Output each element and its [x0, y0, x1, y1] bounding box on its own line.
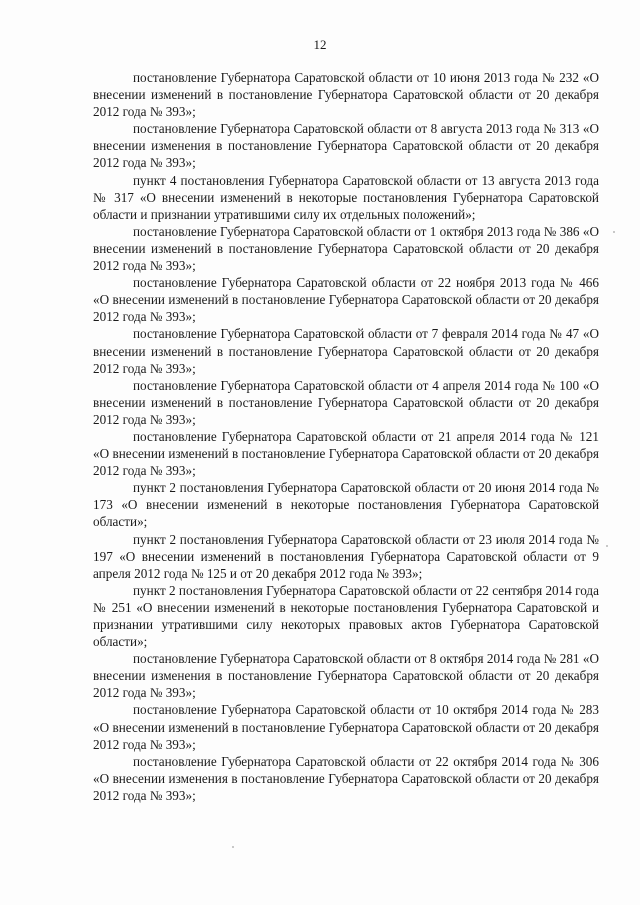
paragraph: постановление Губернатора Саратовской области от 22 октября 2014 года № 306 «О внесении изменения в постановление Губернатора Саратовской области от 20 декабря 2012 года № 393»;: [93, 753, 599, 803]
paragraph: пункт 2 постановления Губернатора Саратовской области от 23 июля 2014 года № 197 «О внесении изменений в постановления Губернатора Саратовской области от 9 апреля 2012 года № 125 и от 20 декабря 2012 года № 393»;: [93, 531, 599, 581]
paragraph: постановление Губернатора Саратовской области от 4 апреля 2014 года № 100 «О внесении изменений в постановление Губернатора Саратовской области от 20 декабря 2012 года № 393»;: [93, 377, 599, 427]
document-body: [93, 69, 599, 804]
paragraph: постановление Губернатора Саратовской области от 8 октября 2014 года № 281 «О внесении изменения в постановление Губернатора Саратовской области от 20 декабря 2012 года № 393»;: [93, 651, 599, 701]
scan-speck: [232, 846, 234, 848]
scan-speck: [606, 545, 608, 547]
page-number: 12: [313, 37, 327, 52]
paragraph: постановление Губернатора Саратовской области от 22 ноября 2013 года № 466 «О внесении изменений в постановление Губернатора Саратовской области от 20 декабря 2012 года № 393»;: [93, 275, 599, 325]
paragraph: постановление Губернатора Саратовской области от 8 августа 2013 года № 313 «О внесении изменения в постановление Губернатора Саратовской области от 20 декабря 2012 года № 393»;: [93, 121, 599, 171]
scan-speck: [613, 231, 615, 233]
paragraph: постановление Губернатора Саратовской области от 10 октября 2014 года № 283 «О внесении изменений в постановление Губернатора Саратовской области от 20 декабря 2012 года № 393»;: [93, 702, 599, 752]
paragraph: пункт 4 постановления Губернатора Саратовской области от 13 августа 2013 года № 317 «О внесении изменений в некоторые постановления Губернатора Саратовской области и признании утратившими силу их отдельных положений»;: [93, 172, 599, 222]
paragraph: постановление Губернатора Саратовской области от 10 июня 2013 года № 232 «О внесении изменений в постановление Губернатора Саратовской области от 20 декабря 2012 года № 393»;: [93, 70, 599, 120]
paragraph: постановление Губернатора Саратовской области от 21 апреля 2014 года № 121 «О внесении изменений в постановление Губернатора Саратовской области от 20 декабря 2012 года № 393»;: [93, 428, 599, 479]
paragraph: постановление Губернатора Саратовской области от 7 февраля 2014 года № 47 «О внесении изменений в постановление Губернатора Саратовской области от 20 декабря 2012 года № 393»;: [93, 326, 599, 376]
paragraph: пункт 2 постановления Губернатора Саратовской области от 20 июня 2014 года № 173 «О внесении изменений в некоторые постановления Губернатора Саратовской области»;: [93, 480, 599, 530]
paragraph: пункт 2 постановления Губернатора Саратовской области от 22 сентября 2014 года № 251 «О внесении изменений в некоторые постановления Губернатора Саратовской и признании утратившими силу некоторых правовых актов Губернатора Саратовской области»;: [93, 582, 599, 650]
paragraph: постановление Губернатора Саратовской области от 1 октября 2013 года № 386 «О внесении изменений в постановление Губернатора Саратовской области от 20 декабря 2012 года № 393»;: [93, 223, 599, 274]
